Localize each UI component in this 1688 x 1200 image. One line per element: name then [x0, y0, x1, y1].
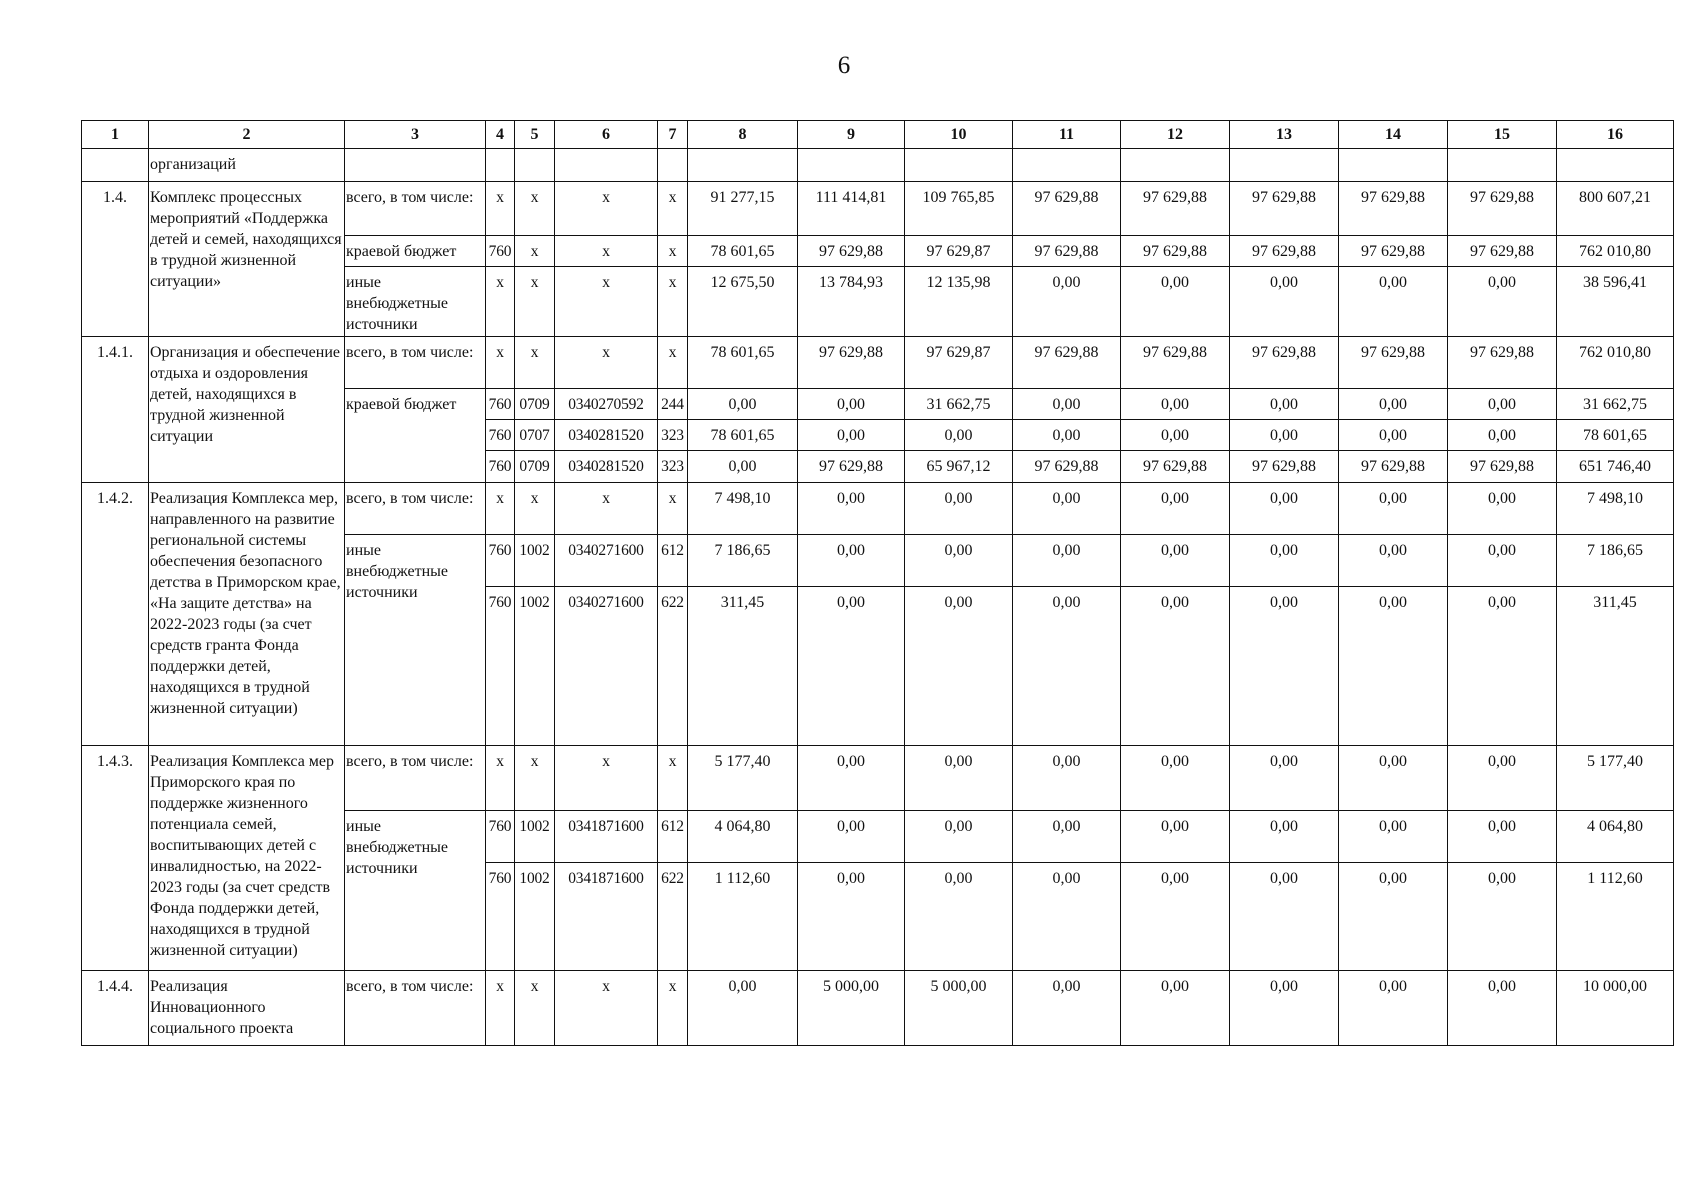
header-col-16: 16	[1557, 121, 1674, 149]
code-rzpr: х	[515, 236, 555, 267]
code-vr: х	[658, 483, 688, 535]
value-col-15: 0,00	[1448, 587, 1557, 746]
value-col-12: 0,00	[1121, 267, 1230, 337]
row-number: 1.4.2.	[82, 483, 149, 746]
code-vr: х	[658, 971, 688, 1046]
value-col-12: 0,00	[1121, 811, 1230, 863]
code-grbs: х	[486, 337, 515, 389]
code-csr: 0340281520	[555, 420, 658, 451]
value-col-8: 1 112,60	[688, 863, 798, 971]
code-vr: х	[658, 337, 688, 389]
value-col-13: 0,00	[1230, 971, 1339, 1046]
header-col-5: 5	[515, 121, 555, 149]
value-col-13: 97 629,88	[1230, 182, 1339, 236]
funding-source: всего, в том числе:	[345, 182, 486, 236]
code-grbs: х	[486, 483, 515, 535]
table-body	[82, 121, 1674, 1046]
value-col-15: 0,00	[1448, 746, 1557, 811]
value-col-13: 0,00	[1230, 746, 1339, 811]
value-col-8: 311,45	[688, 587, 798, 746]
value-col-8: 7 186,65	[688, 535, 798, 587]
code-csr: 0340281520	[555, 451, 658, 483]
value-col-13: 0,00	[1230, 811, 1339, 863]
value-col-13: 0,00	[1230, 535, 1339, 587]
value-col-16: 38 596,41	[1557, 267, 1674, 337]
value-col-14: 0,00	[1339, 971, 1448, 1046]
value-col-12: 0,00	[1121, 535, 1230, 587]
value-col-13: 97 629,88	[1230, 451, 1339, 483]
value-col-8: 78 601,65	[688, 337, 798, 389]
value-col-10: 5 000,00	[905, 971, 1013, 1046]
code-grbs: х	[486, 971, 515, 1046]
value-col-10: 97 629,87	[905, 337, 1013, 389]
value-col-16: 5 177,40	[1557, 746, 1674, 811]
row-number: 1.4.4.	[82, 971, 149, 1046]
value-col-14: 0,00	[1339, 746, 1448, 811]
value-col-16: 1 112,60	[1557, 863, 1674, 971]
value-col-9: 0,00	[798, 420, 905, 451]
value-col-11: 0,00	[1013, 971, 1121, 1046]
header-col-13: 13	[1230, 121, 1339, 149]
value-col-10: 0,00	[905, 863, 1013, 971]
value-col-10: 0,00	[905, 420, 1013, 451]
code-csr: 0340271600	[555, 535, 658, 587]
value-col-11: 97 629,88	[1013, 451, 1121, 483]
value-col-8: 5 177,40	[688, 746, 798, 811]
value-col-9: 0,00	[798, 389, 905, 420]
table-row	[82, 337, 1674, 389]
value-col-15: 0,00	[1448, 389, 1557, 420]
code-grbs: 760	[486, 587, 515, 746]
header-col-3: 3	[345, 121, 486, 149]
code-csr: х	[555, 267, 658, 337]
code-vr: х	[658, 236, 688, 267]
code-vr: х	[658, 746, 688, 811]
value-col-16: 7 186,65	[1557, 535, 1674, 587]
code-rzpr: 0709	[515, 451, 555, 483]
value-col-8: 0,00	[688, 389, 798, 420]
value-col-12: 0,00	[1121, 587, 1230, 746]
header-col-4: 4	[486, 121, 515, 149]
code-csr: х	[555, 236, 658, 267]
value-col-11: 0,00	[1013, 483, 1121, 535]
code-grbs: 760	[486, 420, 515, 451]
table-row	[82, 971, 1674, 1046]
code-rzpr: 1002	[515, 535, 555, 587]
value-col-14: 0,00	[1339, 811, 1448, 863]
header-col-7: 7	[658, 121, 688, 149]
code-vr: 622	[658, 587, 688, 746]
value-col-12: 0,00	[1121, 389, 1230, 420]
funding-source: всего, в том числе:	[345, 337, 486, 389]
continuation-row	[82, 149, 1674, 182]
value-col-11: 0,00	[1013, 267, 1121, 337]
code-rzpr: 0707	[515, 420, 555, 451]
code-csr: х	[555, 746, 658, 811]
table-row	[82, 746, 1674, 811]
code-rzpr: 1002	[515, 587, 555, 746]
value-col-15: 97 629,88	[1448, 236, 1557, 267]
value-col-12: 97 629,88	[1121, 451, 1230, 483]
value-col-14: 97 629,88	[1339, 451, 1448, 483]
value-col-15: 0,00	[1448, 971, 1557, 1046]
value-col-13: 97 629,88	[1230, 236, 1339, 267]
funding-source: иные внебюджетные источники	[345, 811, 486, 971]
code-rzpr: х	[515, 182, 555, 236]
value-col-16: 31 662,75	[1557, 389, 1674, 420]
code-grbs: 760	[486, 236, 515, 267]
code-vr: 244	[658, 389, 688, 420]
code-rzpr: х	[515, 746, 555, 811]
value-col-14: 0,00	[1339, 587, 1448, 746]
value-col-8: 7 498,10	[688, 483, 798, 535]
code-rzpr: х	[515, 971, 555, 1046]
row-name: Реализация Комплекса мер, направленного на развитие региональной системы обеспечения безопасного детства в Приморском крае, «На защите детства» на 2022-2023 годы (за счет средств гранта Фонда поддержки детей, находящихся в трудной жизненной ситуации)	[149, 483, 345, 746]
code-grbs: х	[486, 267, 515, 337]
header-col-11: 11	[1013, 121, 1121, 149]
code-vr: 323	[658, 420, 688, 451]
value-col-12: 97 629,88	[1121, 236, 1230, 267]
value-col-11: 97 629,88	[1013, 182, 1121, 236]
value-col-8: 78 601,65	[688, 420, 798, 451]
code-csr: х	[555, 483, 658, 535]
value-col-16: 762 010,80	[1557, 337, 1674, 389]
value-col-10: 12 135,98	[905, 267, 1013, 337]
code-rzpr: х	[515, 337, 555, 389]
value-col-8: 78 601,65	[688, 236, 798, 267]
value-col-11: 0,00	[1013, 587, 1121, 746]
code-csr: 0340271600	[555, 587, 658, 746]
value-col-15: 0,00	[1448, 420, 1557, 451]
value-col-13: 97 629,88	[1230, 337, 1339, 389]
value-col-9: 5 000,00	[798, 971, 905, 1046]
code-rzpr: х	[515, 483, 555, 535]
code-grbs: 760	[486, 535, 515, 587]
value-col-12: 0,00	[1121, 863, 1230, 971]
value-col-8: 0,00	[688, 971, 798, 1046]
header-col-6: 6	[555, 121, 658, 149]
value-col-9: 0,00	[798, 811, 905, 863]
value-col-16: 78 601,65	[1557, 420, 1674, 451]
value-col-16: 800 607,21	[1557, 182, 1674, 236]
code-grbs: 760	[486, 811, 515, 863]
value-col-10: 0,00	[905, 811, 1013, 863]
budget-table	[81, 120, 1674, 1046]
code-rzpr: 1002	[515, 811, 555, 863]
value-col-14: 0,00	[1339, 420, 1448, 451]
value-col-11: 0,00	[1013, 746, 1121, 811]
page-number: 6	[837, 52, 851, 79]
code-csr: х	[555, 337, 658, 389]
value-col-9: 97 629,88	[798, 236, 905, 267]
header-col-14: 14	[1339, 121, 1448, 149]
code-rzpr: 1002	[515, 863, 555, 971]
row-number: 1.4.	[82, 182, 149, 337]
code-vr: 323	[658, 451, 688, 483]
code-csr: 0341871600	[555, 811, 658, 863]
value-col-15: 97 629,88	[1448, 451, 1557, 483]
funding-source: всего, в том числе:	[345, 483, 486, 535]
funding-source: краевой бюджет	[345, 389, 486, 483]
funding-source: всего, в том числе:	[345, 746, 486, 811]
code-vr: х	[658, 182, 688, 236]
value-col-10: 97 629,87	[905, 236, 1013, 267]
header-col-1: 1	[82, 121, 149, 149]
value-col-16: 762 010,80	[1557, 236, 1674, 267]
code-grbs: 760	[486, 389, 515, 420]
value-col-14: 0,00	[1339, 863, 1448, 971]
value-col-13: 0,00	[1230, 389, 1339, 420]
value-col-9: 0,00	[798, 863, 905, 971]
value-col-9: 97 629,88	[798, 451, 905, 483]
value-col-10: 0,00	[905, 535, 1013, 587]
code-csr: х	[555, 182, 658, 236]
value-col-14: 0,00	[1339, 267, 1448, 337]
value-col-9: 111 414,81	[798, 182, 905, 236]
value-col-15: 0,00	[1448, 811, 1557, 863]
value-col-8: 4 064,80	[688, 811, 798, 863]
value-col-9: 0,00	[798, 746, 905, 811]
value-col-8: 91 277,15	[688, 182, 798, 236]
value-col-13: 0,00	[1230, 267, 1339, 337]
value-col-16: 651 746,40	[1557, 451, 1674, 483]
value-col-14: 0,00	[1339, 483, 1448, 535]
value-col-11: 0,00	[1013, 535, 1121, 587]
value-col-14: 97 629,88	[1339, 337, 1448, 389]
value-col-10: 0,00	[905, 746, 1013, 811]
value-col-12: 0,00	[1121, 420, 1230, 451]
value-col-11: 0,00	[1013, 811, 1121, 863]
funding-source: краевой бюджет	[345, 236, 486, 267]
header-row	[82, 121, 1674, 149]
value-col-12: 97 629,88	[1121, 337, 1230, 389]
code-rzpr: 0709	[515, 389, 555, 420]
row-name: Организация и обеспечение отдыха и оздоровления детей, находящихся в трудной жизненной ситуации	[149, 337, 345, 483]
value-col-9: 0,00	[798, 535, 905, 587]
value-col-14: 97 629,88	[1339, 182, 1448, 236]
value-col-10: 0,00	[905, 483, 1013, 535]
table-row	[82, 182, 1674, 236]
value-col-15: 97 629,88	[1448, 337, 1557, 389]
value-col-11: 0,00	[1013, 420, 1121, 451]
row-name: Комплекс процессных мероприятий «Поддержка детей и семей, находящихся в трудной жизненной ситуации»	[149, 182, 345, 337]
value-col-14: 0,00	[1339, 389, 1448, 420]
value-col-10: 31 662,75	[905, 389, 1013, 420]
code-grbs: х	[486, 746, 515, 811]
code-vr: 622	[658, 863, 688, 971]
value-col-13: 0,00	[1230, 863, 1339, 971]
value-col-16: 7 498,10	[1557, 483, 1674, 535]
value-col-16: 10 000,00	[1557, 971, 1674, 1046]
value-col-15: 0,00	[1448, 863, 1557, 971]
value-col-15: 0,00	[1448, 267, 1557, 337]
code-rzpr: х	[515, 267, 555, 337]
funding-source: иные внебюджетные источники	[345, 535, 486, 746]
value-col-10: 65 967,12	[905, 451, 1013, 483]
value-col-13: 0,00	[1230, 483, 1339, 535]
value-col-16: 311,45	[1557, 587, 1674, 746]
row-number: 1.4.3.	[82, 746, 149, 971]
value-col-16: 4 064,80	[1557, 811, 1674, 863]
value-col-9: 0,00	[798, 587, 905, 746]
value-col-13: 0,00	[1230, 587, 1339, 746]
row-number: 1.4.1.	[82, 337, 149, 483]
value-col-11: 0,00	[1013, 389, 1121, 420]
code-csr: х	[555, 971, 658, 1046]
code-vr: 612	[658, 535, 688, 587]
value-col-12: 0,00	[1121, 746, 1230, 811]
code-grbs: 760	[486, 863, 515, 971]
funding-source: иные внебюджетные источники	[345, 267, 486, 337]
cell-num	[82, 149, 149, 182]
header-col-10: 10	[905, 121, 1013, 149]
header-col-2: 2	[149, 121, 345, 149]
value-col-12: 97 629,88	[1121, 182, 1230, 236]
code-vr: 612	[658, 811, 688, 863]
cell-name: организаций	[149, 149, 345, 182]
value-col-8: 0,00	[688, 451, 798, 483]
header-col-8: 8	[688, 121, 798, 149]
value-col-11: 97 629,88	[1013, 236, 1121, 267]
value-col-9: 97 629,88	[798, 337, 905, 389]
code-grbs: 760	[486, 451, 515, 483]
header-col-15: 15	[1448, 121, 1557, 149]
value-col-12: 0,00	[1121, 971, 1230, 1046]
value-col-11: 0,00	[1013, 863, 1121, 971]
value-col-14: 0,00	[1339, 535, 1448, 587]
funding-source: всего, в том числе:	[345, 971, 486, 1046]
table-row	[82, 483, 1674, 535]
value-col-13: 0,00	[1230, 420, 1339, 451]
value-col-8: 12 675,50	[688, 267, 798, 337]
header-col-9: 9	[798, 121, 905, 149]
code-csr: 0341871600	[555, 863, 658, 971]
code-csr: 0340270592	[555, 389, 658, 420]
value-col-15: 0,00	[1448, 483, 1557, 535]
code-grbs: х	[486, 182, 515, 236]
value-col-11: 97 629,88	[1013, 337, 1121, 389]
value-col-14: 97 629,88	[1339, 236, 1448, 267]
value-col-12: 0,00	[1121, 483, 1230, 535]
value-col-15: 0,00	[1448, 535, 1557, 587]
row-name: Реализация Инновационного социального проекта	[149, 971, 345, 1046]
value-col-10: 109 765,85	[905, 182, 1013, 236]
header-col-12: 12	[1121, 121, 1230, 149]
value-col-15: 97 629,88	[1448, 182, 1557, 236]
code-vr: х	[658, 267, 688, 337]
row-name: Реализация Комплекса мер Приморского края по поддержке жизненного потенциала семей, воспитывающих детей с инвалидностью, на 2022-2023 годы (за счет средств Фонда поддержки детей, находящихся в трудной жизненной ситуации)	[149, 746, 345, 971]
value-col-10: 0,00	[905, 587, 1013, 746]
value-col-9: 13 784,93	[798, 267, 905, 337]
value-col-9: 0,00	[798, 483, 905, 535]
